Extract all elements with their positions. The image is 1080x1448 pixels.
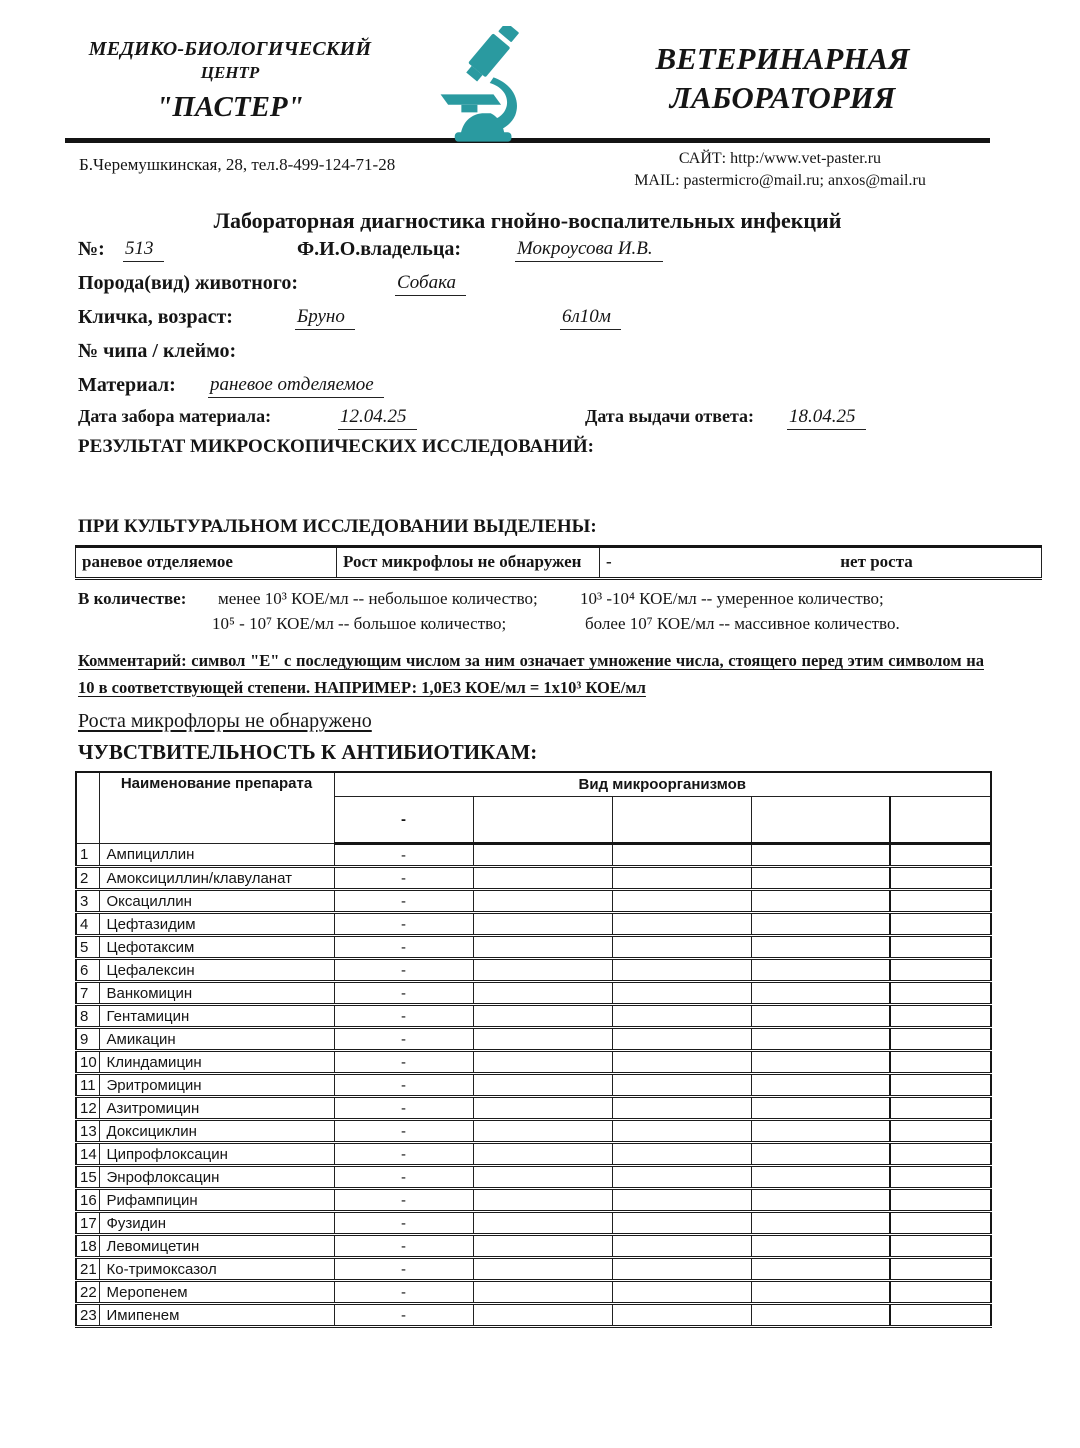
culture-table bbox=[75, 545, 1042, 580]
material-value: раневое отделяемое bbox=[208, 374, 384, 398]
result-cell bbox=[890, 1166, 991, 1189]
lab-line2: ЛАБОРАТОРИЯ bbox=[669, 79, 896, 115]
result-cell bbox=[612, 913, 751, 936]
result-cell bbox=[751, 1097, 890, 1120]
culture-note-cell: нет роста bbox=[840, 552, 913, 571]
drug-name-cell: Оксациллин bbox=[99, 890, 334, 913]
chip-label: № чипа / клеймо: bbox=[78, 340, 237, 362]
drug-name-cell: Цефалексин bbox=[99, 959, 334, 982]
drug-name-cell: Ко-тримоксазол bbox=[99, 1258, 334, 1281]
micro-subheader-cell bbox=[890, 797, 991, 844]
org-line1: МЕДИКО-БИОЛОГИЧЕСКИЙ bbox=[88, 38, 372, 60]
result-cell bbox=[751, 844, 890, 867]
row-number-cell: 23 bbox=[76, 1304, 99, 1327]
drug-name-cell: Амикацин bbox=[99, 1028, 334, 1051]
breed-value: Собака bbox=[395, 272, 466, 296]
field-row-name-age bbox=[65, 306, 990, 340]
row-number-cell: 8 bbox=[76, 1005, 99, 1028]
row-number-cell: 11 bbox=[76, 1074, 99, 1097]
culture-dash-cell: - bbox=[606, 552, 612, 571]
table-row bbox=[76, 844, 991, 867]
result-cell bbox=[751, 867, 890, 890]
result-cell: - bbox=[334, 1258, 473, 1281]
mail-line: MAIL: pastermicro@mail.ru; anxos@mail.ru bbox=[634, 171, 926, 189]
quantity-line1b: 10³ -10⁴ КОЕ/мл -- умеренное количество; bbox=[580, 589, 884, 609]
result-cell bbox=[751, 1028, 890, 1051]
table-row bbox=[76, 1281, 991, 1304]
table-row bbox=[76, 936, 991, 959]
owner-label: Ф.И.О.владельца: bbox=[297, 238, 462, 260]
result-cell bbox=[890, 1143, 991, 1166]
result-cell bbox=[890, 844, 991, 867]
result-cell bbox=[751, 1166, 890, 1189]
microscope-icon bbox=[433, 26, 537, 147]
result-cell bbox=[751, 1120, 890, 1143]
table-row bbox=[76, 1143, 991, 1166]
row-number-cell: 12 bbox=[76, 1097, 99, 1120]
number-value: 513 bbox=[123, 238, 164, 262]
drug-name-cell: Меропенем bbox=[99, 1281, 334, 1304]
drug-name-cell: Ампициллин bbox=[99, 844, 334, 867]
result-cell bbox=[751, 1258, 890, 1281]
micro-subheader-cell: - bbox=[334, 797, 473, 844]
drug-name-cell: Фузидин bbox=[99, 1212, 334, 1235]
result-cell bbox=[751, 1235, 890, 1258]
table-row bbox=[76, 1304, 991, 1327]
result-cell bbox=[612, 1281, 751, 1304]
quantity-line1a: менее 10³ КОЕ/мл -- небольшое количество; bbox=[218, 589, 538, 609]
micro-subheader-cell bbox=[612, 797, 751, 844]
org-name: "ПАСТЕР" bbox=[156, 91, 304, 123]
growth-result: Роста микрофлоры не обнаружено bbox=[78, 710, 372, 733]
table-row bbox=[76, 867, 991, 890]
table-row bbox=[76, 1258, 991, 1281]
drug-name-cell: Ванкомицин bbox=[99, 982, 334, 1005]
result-cell: - bbox=[334, 1120, 473, 1143]
page-title: Лабораторная диагностика гнойно-воспалительных инфекций bbox=[213, 208, 842, 233]
name-age-label: Кличка, возраст: bbox=[78, 306, 233, 328]
micro-header-cell: Вид микроорганизмов bbox=[334, 772, 991, 797]
result-cell bbox=[890, 1189, 991, 1212]
result-cell: - bbox=[334, 982, 473, 1005]
result-cell bbox=[612, 1097, 751, 1120]
quantity-label: В количестве: bbox=[78, 589, 187, 609]
letterhead bbox=[65, 0, 990, 138]
contact-row bbox=[65, 146, 990, 196]
micro-subheader-cell bbox=[473, 797, 612, 844]
result-cell bbox=[612, 1074, 751, 1097]
drug-name-cell: Азитромицин bbox=[99, 1097, 334, 1120]
drug-name-cell: Цефтазидим bbox=[99, 913, 334, 936]
row-number-cell: 3 bbox=[76, 890, 99, 913]
result-cell: - bbox=[334, 1028, 473, 1051]
drug-name-cell: Имипенем bbox=[99, 1304, 334, 1327]
row-number-cell: 15 bbox=[76, 1166, 99, 1189]
result-cell bbox=[473, 1143, 612, 1166]
microscopy-section-title: РЕЗУЛЬТАТ МИКРОСКОПИЧЕСКИХ ИССЛЕДОВАНИЙ: bbox=[78, 436, 595, 457]
drug-name-cell: Доксициклин bbox=[99, 1120, 334, 1143]
table-row bbox=[76, 890, 991, 913]
result-cell bbox=[890, 1074, 991, 1097]
result-cell bbox=[612, 844, 751, 867]
field-row-chip bbox=[65, 340, 990, 374]
result-cell bbox=[612, 1143, 751, 1166]
drug-header-cell: Наименование препарата bbox=[99, 772, 334, 844]
result-cell bbox=[890, 1120, 991, 1143]
result-cell: - bbox=[334, 867, 473, 890]
result-cell bbox=[751, 1005, 890, 1028]
result-cell bbox=[612, 982, 751, 1005]
drug-name-cell: Левомицетин bbox=[99, 1235, 334, 1258]
result-cell bbox=[890, 936, 991, 959]
result-cell: - bbox=[334, 936, 473, 959]
row-number-cell: 6 bbox=[76, 959, 99, 982]
result-cell bbox=[473, 959, 612, 982]
antibiotics-table bbox=[75, 771, 992, 1328]
row-number-cell: 4 bbox=[76, 913, 99, 936]
table-row bbox=[76, 1120, 991, 1143]
result-cell: - bbox=[334, 913, 473, 936]
lab-block bbox=[575, 26, 990, 118]
table-row bbox=[76, 1189, 991, 1212]
result-cell bbox=[890, 1005, 991, 1028]
result-cell: - bbox=[334, 1235, 473, 1258]
result-cell bbox=[751, 959, 890, 982]
result-cell bbox=[890, 890, 991, 913]
result-cell bbox=[751, 1143, 890, 1166]
result-cell bbox=[473, 1120, 612, 1143]
lab-line1: ВЕТЕРИНАРНАЯ bbox=[655, 41, 910, 76]
result-cell bbox=[890, 1281, 991, 1304]
drug-name-cell: Энрофлоксацин bbox=[99, 1166, 334, 1189]
culture-material-cell: раневое отделяемое bbox=[76, 547, 337, 579]
result-cell: - bbox=[334, 1212, 473, 1235]
result-cell bbox=[612, 1258, 751, 1281]
sample-date-label: Дата забора материала: bbox=[78, 406, 272, 426]
result-cell bbox=[473, 844, 612, 867]
result-cell: - bbox=[334, 1304, 473, 1327]
drug-name-cell: Цефотаксим bbox=[99, 936, 334, 959]
result-cell: - bbox=[334, 844, 473, 867]
result-cell bbox=[612, 1028, 751, 1051]
logo bbox=[395, 26, 575, 147]
result-cell: - bbox=[334, 1051, 473, 1074]
pet-name-value: Бруно bbox=[295, 306, 355, 330]
result-cell bbox=[890, 1028, 991, 1051]
row-number-cell: 17 bbox=[76, 1212, 99, 1235]
result-cell bbox=[473, 1235, 612, 1258]
field-row-material bbox=[65, 374, 990, 406]
site-line: САЙТ: http:/www.vet-paster.ru bbox=[678, 150, 882, 167]
row-number-cell: 7 bbox=[76, 982, 99, 1005]
result-cell bbox=[473, 1212, 612, 1235]
field-row-breed bbox=[65, 272, 990, 306]
antibiotics-rows bbox=[76, 772, 991, 1327]
result-cell bbox=[473, 1051, 612, 1074]
row-number-cell: 18 bbox=[76, 1235, 99, 1258]
row-number-cell: 16 bbox=[76, 1189, 99, 1212]
result-cell bbox=[612, 867, 751, 890]
result-cell bbox=[612, 1051, 751, 1074]
result-cell: - bbox=[334, 1074, 473, 1097]
result-cell bbox=[612, 1235, 751, 1258]
result-cell bbox=[751, 1051, 890, 1074]
quantity-line2a: 10⁵ - 10⁷ КОЕ/мл -- большое количество; bbox=[212, 614, 507, 634]
result-cell: - bbox=[334, 1166, 473, 1189]
result-cell bbox=[751, 913, 890, 936]
row-number-cell: 10 bbox=[76, 1051, 99, 1074]
result-cell bbox=[473, 1281, 612, 1304]
result-date-value: 18.04.25 bbox=[787, 406, 866, 430]
result-cell bbox=[473, 913, 612, 936]
table-row bbox=[76, 1005, 991, 1028]
result-cell bbox=[612, 1212, 751, 1235]
table-row bbox=[76, 959, 991, 982]
number-label: №: bbox=[78, 238, 105, 260]
result-cell bbox=[612, 1166, 751, 1189]
drug-name-cell: Амоксициллин/клавуланат bbox=[99, 867, 334, 890]
culture-growth-cell: Рост микрофлоы не обнаружен bbox=[337, 547, 600, 579]
result-cell bbox=[890, 1051, 991, 1074]
result-cell bbox=[473, 1166, 612, 1189]
result-cell bbox=[751, 1074, 890, 1097]
result-cell: - bbox=[334, 890, 473, 913]
drug-name-cell: Клиндамицин bbox=[99, 1051, 334, 1074]
result-cell bbox=[751, 1189, 890, 1212]
org-block bbox=[65, 26, 395, 124]
comment-note: Комментарий: символ "Е" с последующим числом за ним означает умножение числа, стоящего перед этим символом на 10 в соответствующей степени. НАПРИМЕР: 1,0Е3 КОЕ/мл = 1х10³ КОЕ/мл bbox=[78, 651, 984, 697]
result-cell bbox=[473, 1097, 612, 1120]
table-row bbox=[76, 1028, 991, 1051]
result-cell bbox=[751, 1212, 890, 1235]
web-contacts bbox=[570, 146, 990, 196]
result-cell bbox=[890, 867, 991, 890]
result-date-label: Дата выдачи ответа: bbox=[585, 406, 755, 426]
result-cell bbox=[473, 1028, 612, 1051]
result-cell: - bbox=[334, 959, 473, 982]
drug-name-cell: Рифампицин bbox=[99, 1189, 334, 1212]
org-line2: ЦЕНТР bbox=[200, 63, 260, 82]
result-cell: - bbox=[334, 1143, 473, 1166]
result-cell: - bbox=[334, 1005, 473, 1028]
table-row bbox=[76, 1166, 991, 1189]
result-cell bbox=[473, 1074, 612, 1097]
address-line: Б.Черемушкинская, 28, тел.8-499-124-71-28 bbox=[79, 155, 396, 174]
result-cell: - bbox=[334, 1097, 473, 1120]
result-cell bbox=[890, 1258, 991, 1281]
result-cell bbox=[751, 936, 890, 959]
table-row bbox=[76, 1051, 991, 1074]
result-cell bbox=[612, 1005, 751, 1028]
result-cell: - bbox=[334, 1189, 473, 1212]
age-value: 6л10м bbox=[560, 306, 621, 330]
row-number-cell: 1 bbox=[76, 844, 99, 867]
result-cell bbox=[612, 1120, 751, 1143]
row-number-cell: 22 bbox=[76, 1281, 99, 1304]
form-fields bbox=[65, 238, 990, 436]
result-cell bbox=[473, 1189, 612, 1212]
result-cell bbox=[890, 1235, 991, 1258]
result-cell bbox=[890, 1304, 991, 1327]
result-cell bbox=[890, 982, 991, 1005]
field-row-dates bbox=[65, 406, 990, 436]
table-row bbox=[76, 1212, 991, 1235]
result-cell bbox=[612, 959, 751, 982]
row-number-cell: 13 bbox=[76, 1120, 99, 1143]
result-cell bbox=[751, 1304, 890, 1327]
result-cell bbox=[751, 982, 890, 1005]
result-cell bbox=[612, 1189, 751, 1212]
result-cell bbox=[473, 982, 612, 1005]
culture-section-title: ПРИ КУЛЬТУРАЛЬНОМ ИССЛЕДОВАНИИ ВЫДЕЛЕНЫ: bbox=[78, 516, 597, 537]
quantity-legend bbox=[65, 587, 990, 639]
table-row bbox=[76, 982, 991, 1005]
material-label: Материал: bbox=[78, 374, 176, 396]
row-number-cell: 14 bbox=[76, 1143, 99, 1166]
result-cell bbox=[751, 890, 890, 913]
result-cell bbox=[890, 913, 991, 936]
result-cell bbox=[473, 1005, 612, 1028]
result-cell bbox=[473, 1304, 612, 1327]
result-cell bbox=[473, 1258, 612, 1281]
table-row bbox=[76, 1097, 991, 1120]
row-number-cell: 9 bbox=[76, 1028, 99, 1051]
table-row bbox=[76, 1074, 991, 1097]
table-row bbox=[76, 1235, 991, 1258]
result-cell bbox=[612, 890, 751, 913]
quantity-line2b: более 10⁷ КОЕ/мл -- массивное количество. bbox=[585, 614, 900, 634]
result-cell bbox=[612, 936, 751, 959]
result-cell bbox=[890, 1212, 991, 1235]
table-header-row bbox=[76, 772, 991, 797]
result-cell bbox=[473, 936, 612, 959]
field-row-number-owner bbox=[65, 238, 990, 272]
result-cell bbox=[751, 1281, 890, 1304]
result-cell bbox=[612, 1304, 751, 1327]
drug-name-cell: Ципрофлоксацин bbox=[99, 1143, 334, 1166]
row-number-cell: 21 bbox=[76, 1258, 99, 1281]
result-cell bbox=[890, 1097, 991, 1120]
micro-subheader-cell bbox=[751, 797, 890, 844]
row-number-cell: 5 bbox=[76, 936, 99, 959]
result-cell bbox=[473, 867, 612, 890]
owner-value: Мокроусова И.В. bbox=[515, 238, 663, 262]
table-row bbox=[76, 547, 1042, 579]
drug-name-cell: Гентамицин bbox=[99, 1005, 334, 1028]
sample-date-value: 12.04.25 bbox=[338, 406, 417, 430]
row-number-cell: 2 bbox=[76, 867, 99, 890]
table-row bbox=[76, 913, 991, 936]
result-cell bbox=[890, 959, 991, 982]
breed-label: Порода(вид) животного: bbox=[78, 272, 298, 294]
drug-name-cell: Эритромицин bbox=[99, 1074, 334, 1097]
result-cell: - bbox=[334, 1281, 473, 1304]
sensitivity-title: ЧУВСТВИТЕЛЬНОСТЬ К АНТИБИОТИКАМ: bbox=[78, 740, 538, 765]
num-header-cell bbox=[76, 772, 99, 844]
result-cell bbox=[473, 890, 612, 913]
